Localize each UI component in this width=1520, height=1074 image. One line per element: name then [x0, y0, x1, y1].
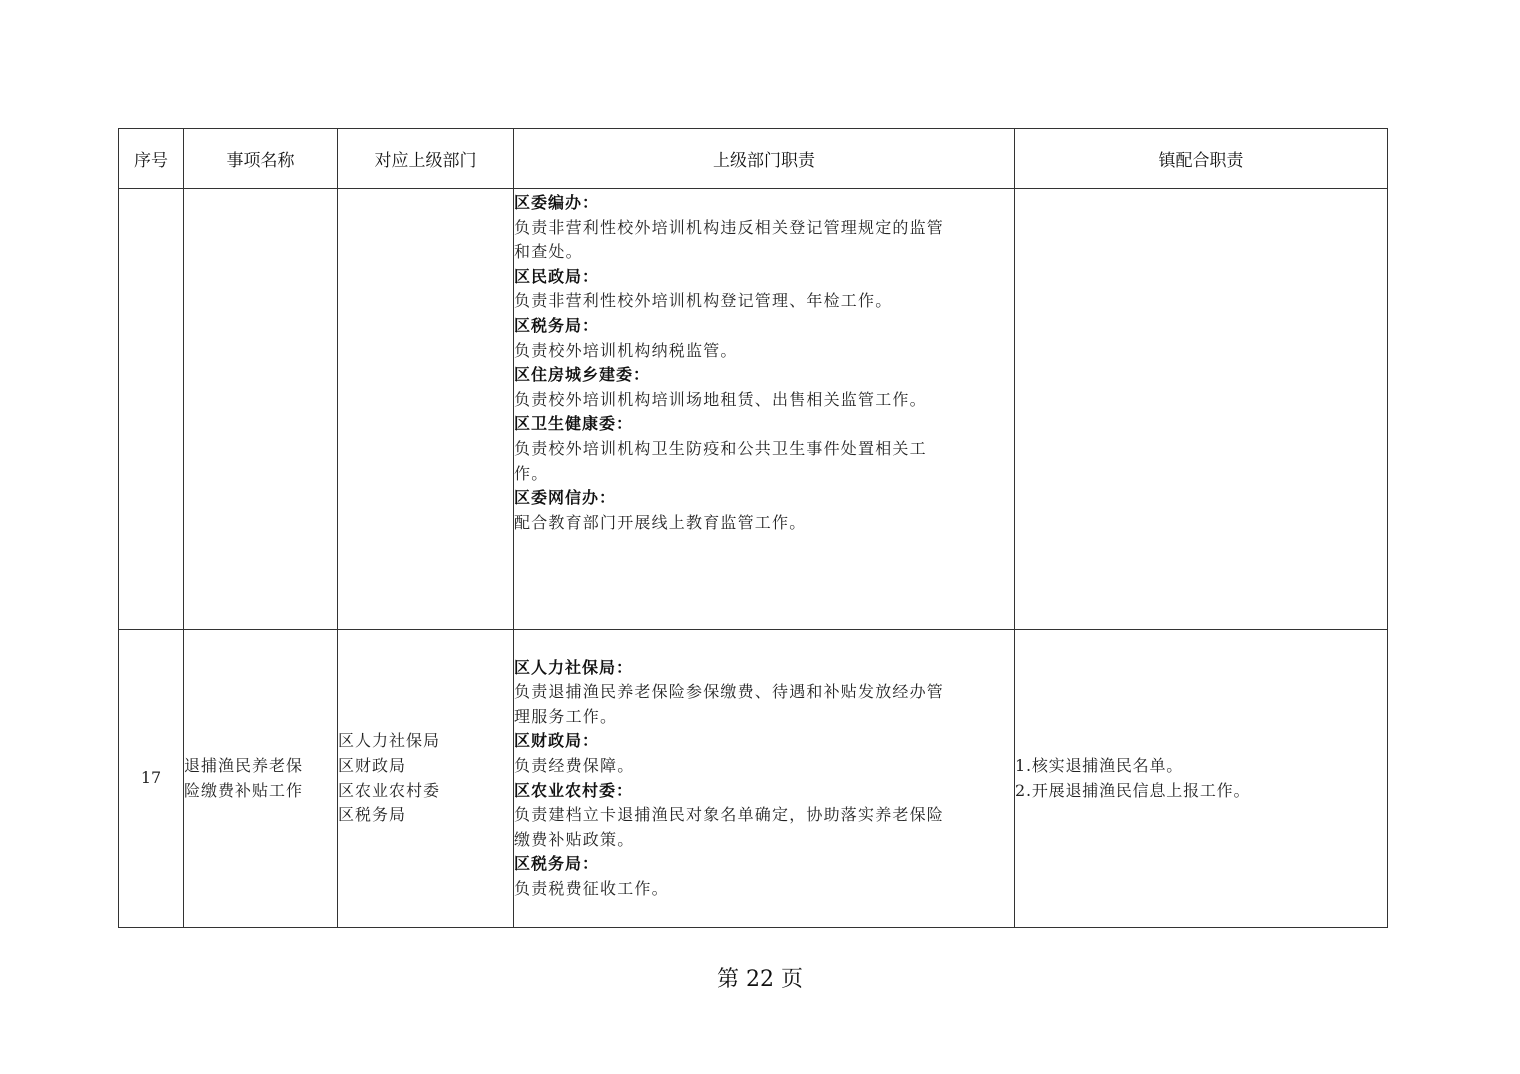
duty-dept-heading: 区财政局：	[514, 731, 600, 751]
dept-line: 区税务局	[338, 805, 407, 825]
duty-text: 缴费补贴政策。	[514, 829, 635, 849]
dept-line: 区农业农村委	[338, 780, 441, 800]
header-num: 序号	[119, 129, 184, 189]
duty-text: 负责校外培训机构卫生防疫和公共卫生事件处置相关工	[514, 438, 927, 458]
duty-dept-heading: 区农业农村委：	[514, 780, 634, 800]
row-dept-cell	[338, 630, 514, 928]
duty-text: 负责退捕渔民养老保险参保缴费、待遇和补贴发放经办管	[514, 682, 945, 702]
duty-text: 理服务工作。	[514, 706, 618, 726]
row-num-cell: 17	[119, 630, 184, 928]
duty-text: 作。	[514, 463, 549, 483]
table-row	[119, 630, 1388, 928]
duty-text: 负责建档立卡退捕渔民对象名单确定，协助落实养老保险	[514, 805, 945, 825]
row-town-cell	[1015, 189, 1388, 630]
duty-table	[118, 128, 1388, 928]
town-duty-line: 1.核实退捕渔民名单。	[1015, 755, 1184, 775]
duty-text: 负责校外培训机构培训场地租赁、出售相关监管工作。	[514, 389, 927, 409]
table-row	[119, 189, 1388, 630]
duty-text: 负责非营利性校外培训机构违反相关登记管理规定的监管	[514, 217, 945, 237]
header-row	[119, 129, 1388, 189]
duty-dept-heading: 区税务局：	[514, 854, 600, 874]
duty-dept-heading: 区住房城乡建委：	[514, 365, 651, 385]
duty-text: 配合教育部门开展线上教育监管工作。	[514, 512, 807, 532]
row-duty-cell	[514, 189, 1015, 630]
row-num-cell	[119, 189, 184, 630]
duty-text: 负责非营利性校外培训机构登记管理、年检工作。	[514, 291, 893, 311]
duty-dept-heading: 区委编办：	[514, 193, 600, 212]
row-dept-cell	[338, 189, 514, 630]
header-town: 镇配合职责	[1015, 129, 1388, 189]
header-name: 事项名称	[184, 129, 338, 189]
town-duty-line: 2.开展退捕渔民信息上报工作。	[1015, 780, 1251, 800]
duty-dept-heading: 区民政局：	[514, 266, 600, 286]
row-name-cell	[184, 630, 338, 928]
duty-text: 负责税费征收工作。	[514, 878, 669, 898]
duty-dept-heading: 区委网信办：	[514, 488, 617, 508]
header-duty: 上级部门职责	[514, 129, 1015, 189]
dept-line: 区人力社保局	[338, 731, 441, 751]
row-duty-cell	[514, 630, 1015, 928]
duty-text: 负责校外培训机构纳税监管。	[514, 340, 738, 360]
page-number: 第 22 页	[717, 967, 803, 992]
header-dept: 对应上级部门	[338, 129, 514, 189]
duty-dept-heading: 区卫生健康委：	[514, 414, 634, 434]
duty-text: 负责经费保障。	[514, 755, 635, 775]
row-name-cell	[184, 189, 338, 630]
duty-text: 和查处。	[514, 242, 583, 262]
item-name-line: 险缴费补贴工作	[184, 780, 304, 800]
dept-line: 区财政局	[338, 755, 407, 775]
duty-dept-heading: 区人力社保局：	[514, 657, 634, 677]
item-name-line: 退捕渔民养老保	[184, 755, 304, 775]
duty-dept-heading: 区税务局：	[514, 315, 600, 335]
row-town-cell	[1015, 630, 1388, 928]
